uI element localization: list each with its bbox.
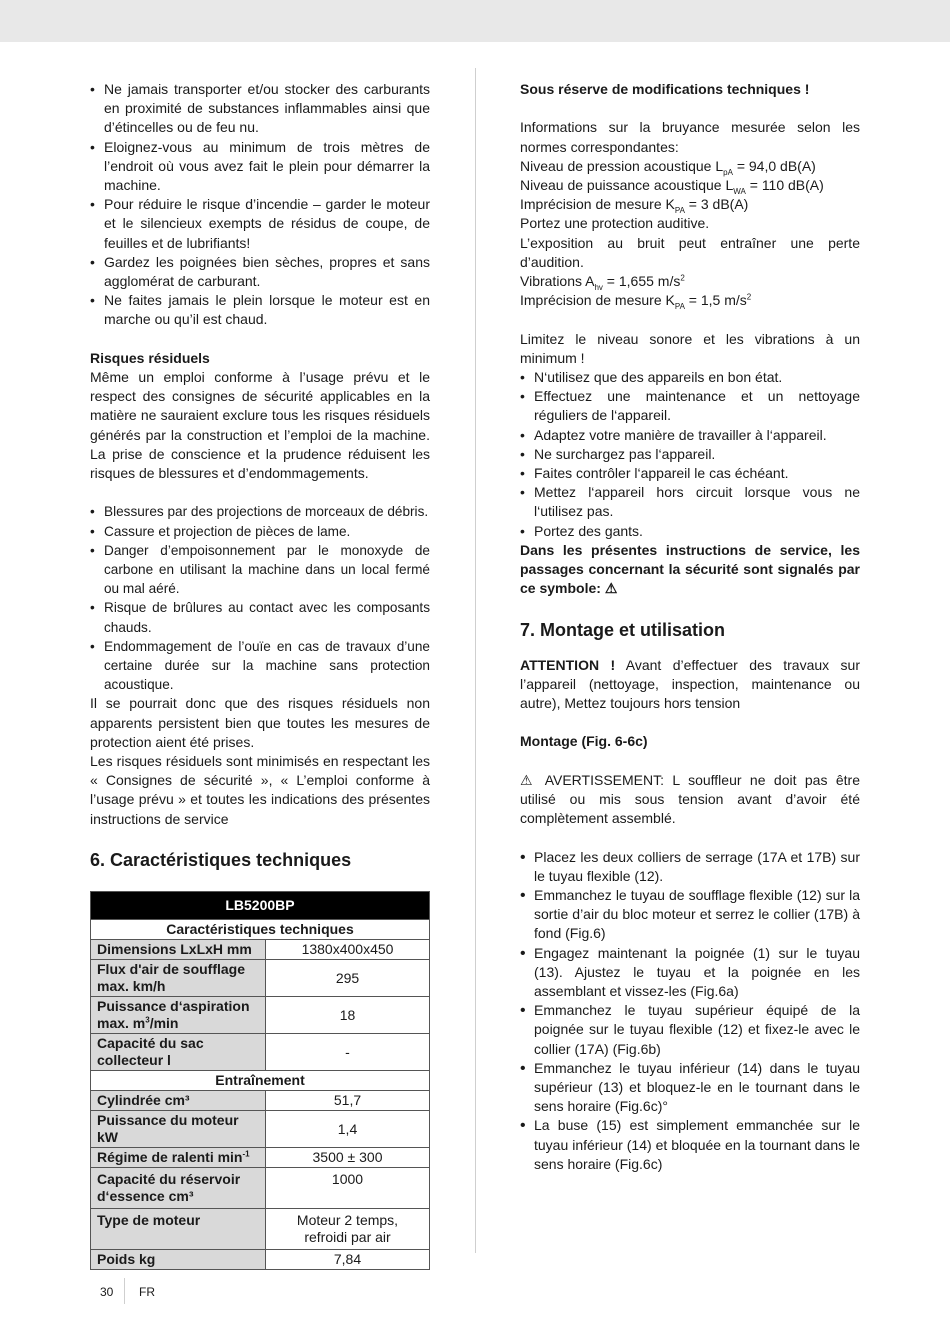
list-item: • Eloignez-vous au minimum de trois mètres de l’endroit où vous avez fait le plein pour démarrer la machine. <box>90 138 430 196</box>
spec-value: 51,7 <box>266 1091 430 1111</box>
list-item: • Ne surchargez pas l‘appareil. <box>520 445 860 464</box>
spec-value: 18 <box>266 997 430 1034</box>
measurement-uncertainty-noise: Imprécision de mesure $K_{PA} = 3$ dB(A) <box>520 196 749 215</box>
limit-noise-note: Limitez le niveau sonore et les vibrations à un minimum ! <box>520 330 860 366</box>
table-row <box>91 1091 430 1111</box>
list-item: • Endommagement de l’ouïe en cas de travaux d’une certaine durée sur la machine sans protection acoustique. <box>90 637 430 695</box>
table-row <box>91 940 430 960</box>
list-item: • Cassure et projection de pièces de lame. <box>90 522 430 541</box>
spec-label: Poids kg <box>91 1250 266 1270</box>
list-item: • Mettez l‘appareil hors circuit lorsque vous ne l‘utilisez pas. <box>520 483 860 521</box>
list-item: • Gardez les poignées bien sèches, propres et sans agglomérat de carburant. <box>90 253 430 291</box>
safety-bullet-list <box>90 80 430 330</box>
spec-label: Puissance du moteur kW <box>91 1111 266 1148</box>
list-item: • Pour réduire le risque d’incendie – garder le moteur et le silencieux exempts de résidus de coupe, de feuilles et de lubrifiants! <box>90 195 430 253</box>
table-row <box>91 1168 430 1209</box>
list-item: • Emmanchez le tuyau de soufflage flexible (12) sur la sortie d’air du bloc moteur et serrez le collier (17B) à fond (Fig.6) <box>520 886 860 944</box>
table-row <box>91 1250 430 1270</box>
list-item: • Risque de brûlures au contact avec les composants chauds. <box>90 598 430 636</box>
assembly-heading: 7. Montage et utilisation <box>520 619 726 640</box>
list-item: • N‘utilisez que des appareils en bon état. <box>520 368 860 387</box>
spec-value: Moteur 2 temps, refroidi par air <box>266 1209 430 1250</box>
spec-label: Cylindrée cm³ <box>91 1091 266 1111</box>
spec-model: LB5200BP <box>91 892 430 920</box>
spec-value: - <box>266 1034 430 1071</box>
spec-section-title: Caractéristiques techniques <box>91 920 430 940</box>
spec-label: Flux d'air de soufflage max. km/h <box>91 960 266 997</box>
language-code: FR <box>139 1285 155 1299</box>
noise-intro: Informations sur la bruyance mesurée selon les normes correspondantes: <box>520 119 860 155</box>
spec-value: 7,84 <box>266 1250 430 1270</box>
assembly-bullet-list <box>520 848 860 1174</box>
table-row <box>91 1148 430 1168</box>
list-item: • Adaptez votre manière de travailler à l‘appareil. <box>520 426 860 445</box>
spec-label: Puissance d‘aspiration max. $m^3/\min$ <box>91 997 266 1034</box>
list-item: • Portez des gants. <box>520 522 860 541</box>
spec-value: 1380x400x450 <box>266 940 430 960</box>
list-item: • Ne faites jamais le plein lorsque le moteur est en marche ou qu’il est chaud. <box>90 291 430 329</box>
safety-symbol-note: Dans les présentes instructions de service, les passages concernant la sécurité sont signalés par ce symbole: ⚠ <box>520 541 860 597</box>
spec-label: Capacité du sac collecteur l <box>91 1034 266 1071</box>
list-item: • Placez les deux colliers de serrage (17A et 17B) sur le tuyau flexible (12). <box>520 848 860 886</box>
spec-section-title: Entraînement <box>91 1071 430 1091</box>
noise-exposure-note: L’exposition au bruit peut entraîner une perte d’audition. <box>520 234 860 270</box>
spec-value: 1000 <box>266 1168 430 1209</box>
table-row <box>91 997 430 1034</box>
hearing-protection-note: Portez une protection auditive. <box>520 215 710 232</box>
list-item: • Emmanchez le tuyau inférieur (14) dans le tuyau supérieur (13) et bloquez-le en le tournant dans le sens horaire (Fig.6c)° <box>520 1059 860 1117</box>
residual-risks-intro: Même un emploi conforme à l’usage prévu et le respect des consignes de sécurité applicables en la matière ne sauraient exclure tous les risques résiduels générés par la construction et l’emploi de la machine. La prise de conscience et la prudence réduisent les risques de blessures et d’endommagements. <box>90 369 430 482</box>
spec-label: Dimensions LxLxH mm <box>91 940 266 960</box>
table-row <box>91 960 430 997</box>
table-row <box>91 1111 430 1148</box>
assembly-title: Montage (Fig. 6-6c) <box>520 733 648 750</box>
list-item: • Engagez maintenant la poignée (1) sur le tuyau (13). Ajustez le tuyau et la poignée en les assemblant et vissez-les (Fig.6a) <box>520 944 860 1002</box>
table-row <box>91 1034 430 1071</box>
list-item: • La buse (15) est simplement emmanchée sur le tuyau inférieur (14) et bloquée en la tournant dans le sens horaire (Fig.6c) <box>520 1116 860 1174</box>
residual-bullet-list <box>90 502 430 694</box>
top-band <box>0 0 950 42</box>
warning-paragraph: ⚠ AVERTISSEMENT: L souffleur ne doit pas être utilisé ou mis sous tension avant d’avoir été complètement assemblé. <box>520 771 860 827</box>
spec-value: 3500 ± 300 <box>266 1148 430 1168</box>
residual-paragraph-1: Il se pourrait donc que des risques résiduels non apparents persistent bien que toutes les mesures de protection aient été prises. <box>90 695 430 750</box>
sound-pressure-level: Niveau de pression acoustique $L_{pA} = 94,0$ dB(A) <box>520 157 816 177</box>
spec-value: 1,4 <box>266 1111 430 1148</box>
right-column <box>520 80 860 1174</box>
list-item: • Emmanchez le tuyau supérieur équipé de la poignée sur le tuyau flexible (12) et fixez-le avec le collier (17A) (Fig.6b) <box>520 1001 860 1059</box>
list-item: • Faites contrôler l‘appareil le cas échéant. <box>520 464 860 483</box>
technical-reserve-note: Sous réserve de modifications techniques ! <box>520 81 810 97</box>
left-column <box>90 80 430 1270</box>
page-number: 30 <box>100 1285 114 1299</box>
list-item: • Ne jamais transporter et/ou stocker des carburants en proximité de substances inflammables ainsi que d’étincelles ou de feu nu. <box>90 80 430 138</box>
tech-specs-heading: 6. Caractéristiques techniques <box>90 850 352 871</box>
table-row <box>91 1209 430 1250</box>
footer-divider <box>124 1278 125 1304</box>
attention-paragraph: ATTENTION ! Avant d’effectuer des travaux sur l’appareil (nettoyage, inspection, maintenance ou autre), Mettez toujours hors tension <box>520 656 860 712</box>
column-divider <box>475 68 476 1253</box>
vibration-value: Vibrations $A_{hv} = 1,655$ $m/s^2$ <box>520 273 685 292</box>
spec-label: Régime de ralenti $\min^{-1}$ <box>91 1148 266 1168</box>
spec-table <box>90 891 430 1270</box>
list-item: • Blessures par des projections de morceaux de débris. <box>90 502 430 521</box>
spec-label: Capacité du réservoir d‘essence cm³ <box>91 1168 266 1209</box>
list-item: • Danger d’empoisonnement par le monoxyde de carbone en utilisant la machine dans un local fermé ou mal aéré. <box>90 541 430 599</box>
spec-value: 295 <box>266 960 430 997</box>
sound-power-level: Niveau de puissance acoustique $L_{WA} = 110$ dB(A) <box>520 177 824 196</box>
list-item: • Effectuez une maintenance et un nettoyage réguliers de l‘appareil. <box>520 387 860 425</box>
residual-paragraph-2: Les risques résiduels sont minimisés en respectant les « Consignes de sécurité », « L’emploi conforme à l’usage prévu » et toutes les indications des présentes instructions de service <box>90 753 430 827</box>
measurement-uncertainty-vibration: Imprécision de mesure $K_{PA} = 1,5$ $m/s^2$ <box>520 292 752 312</box>
residual-risks-title: Risques résiduels <box>90 349 210 366</box>
limit-bullet-list <box>520 368 860 541</box>
spec-label: Type de moteur <box>91 1209 266 1250</box>
